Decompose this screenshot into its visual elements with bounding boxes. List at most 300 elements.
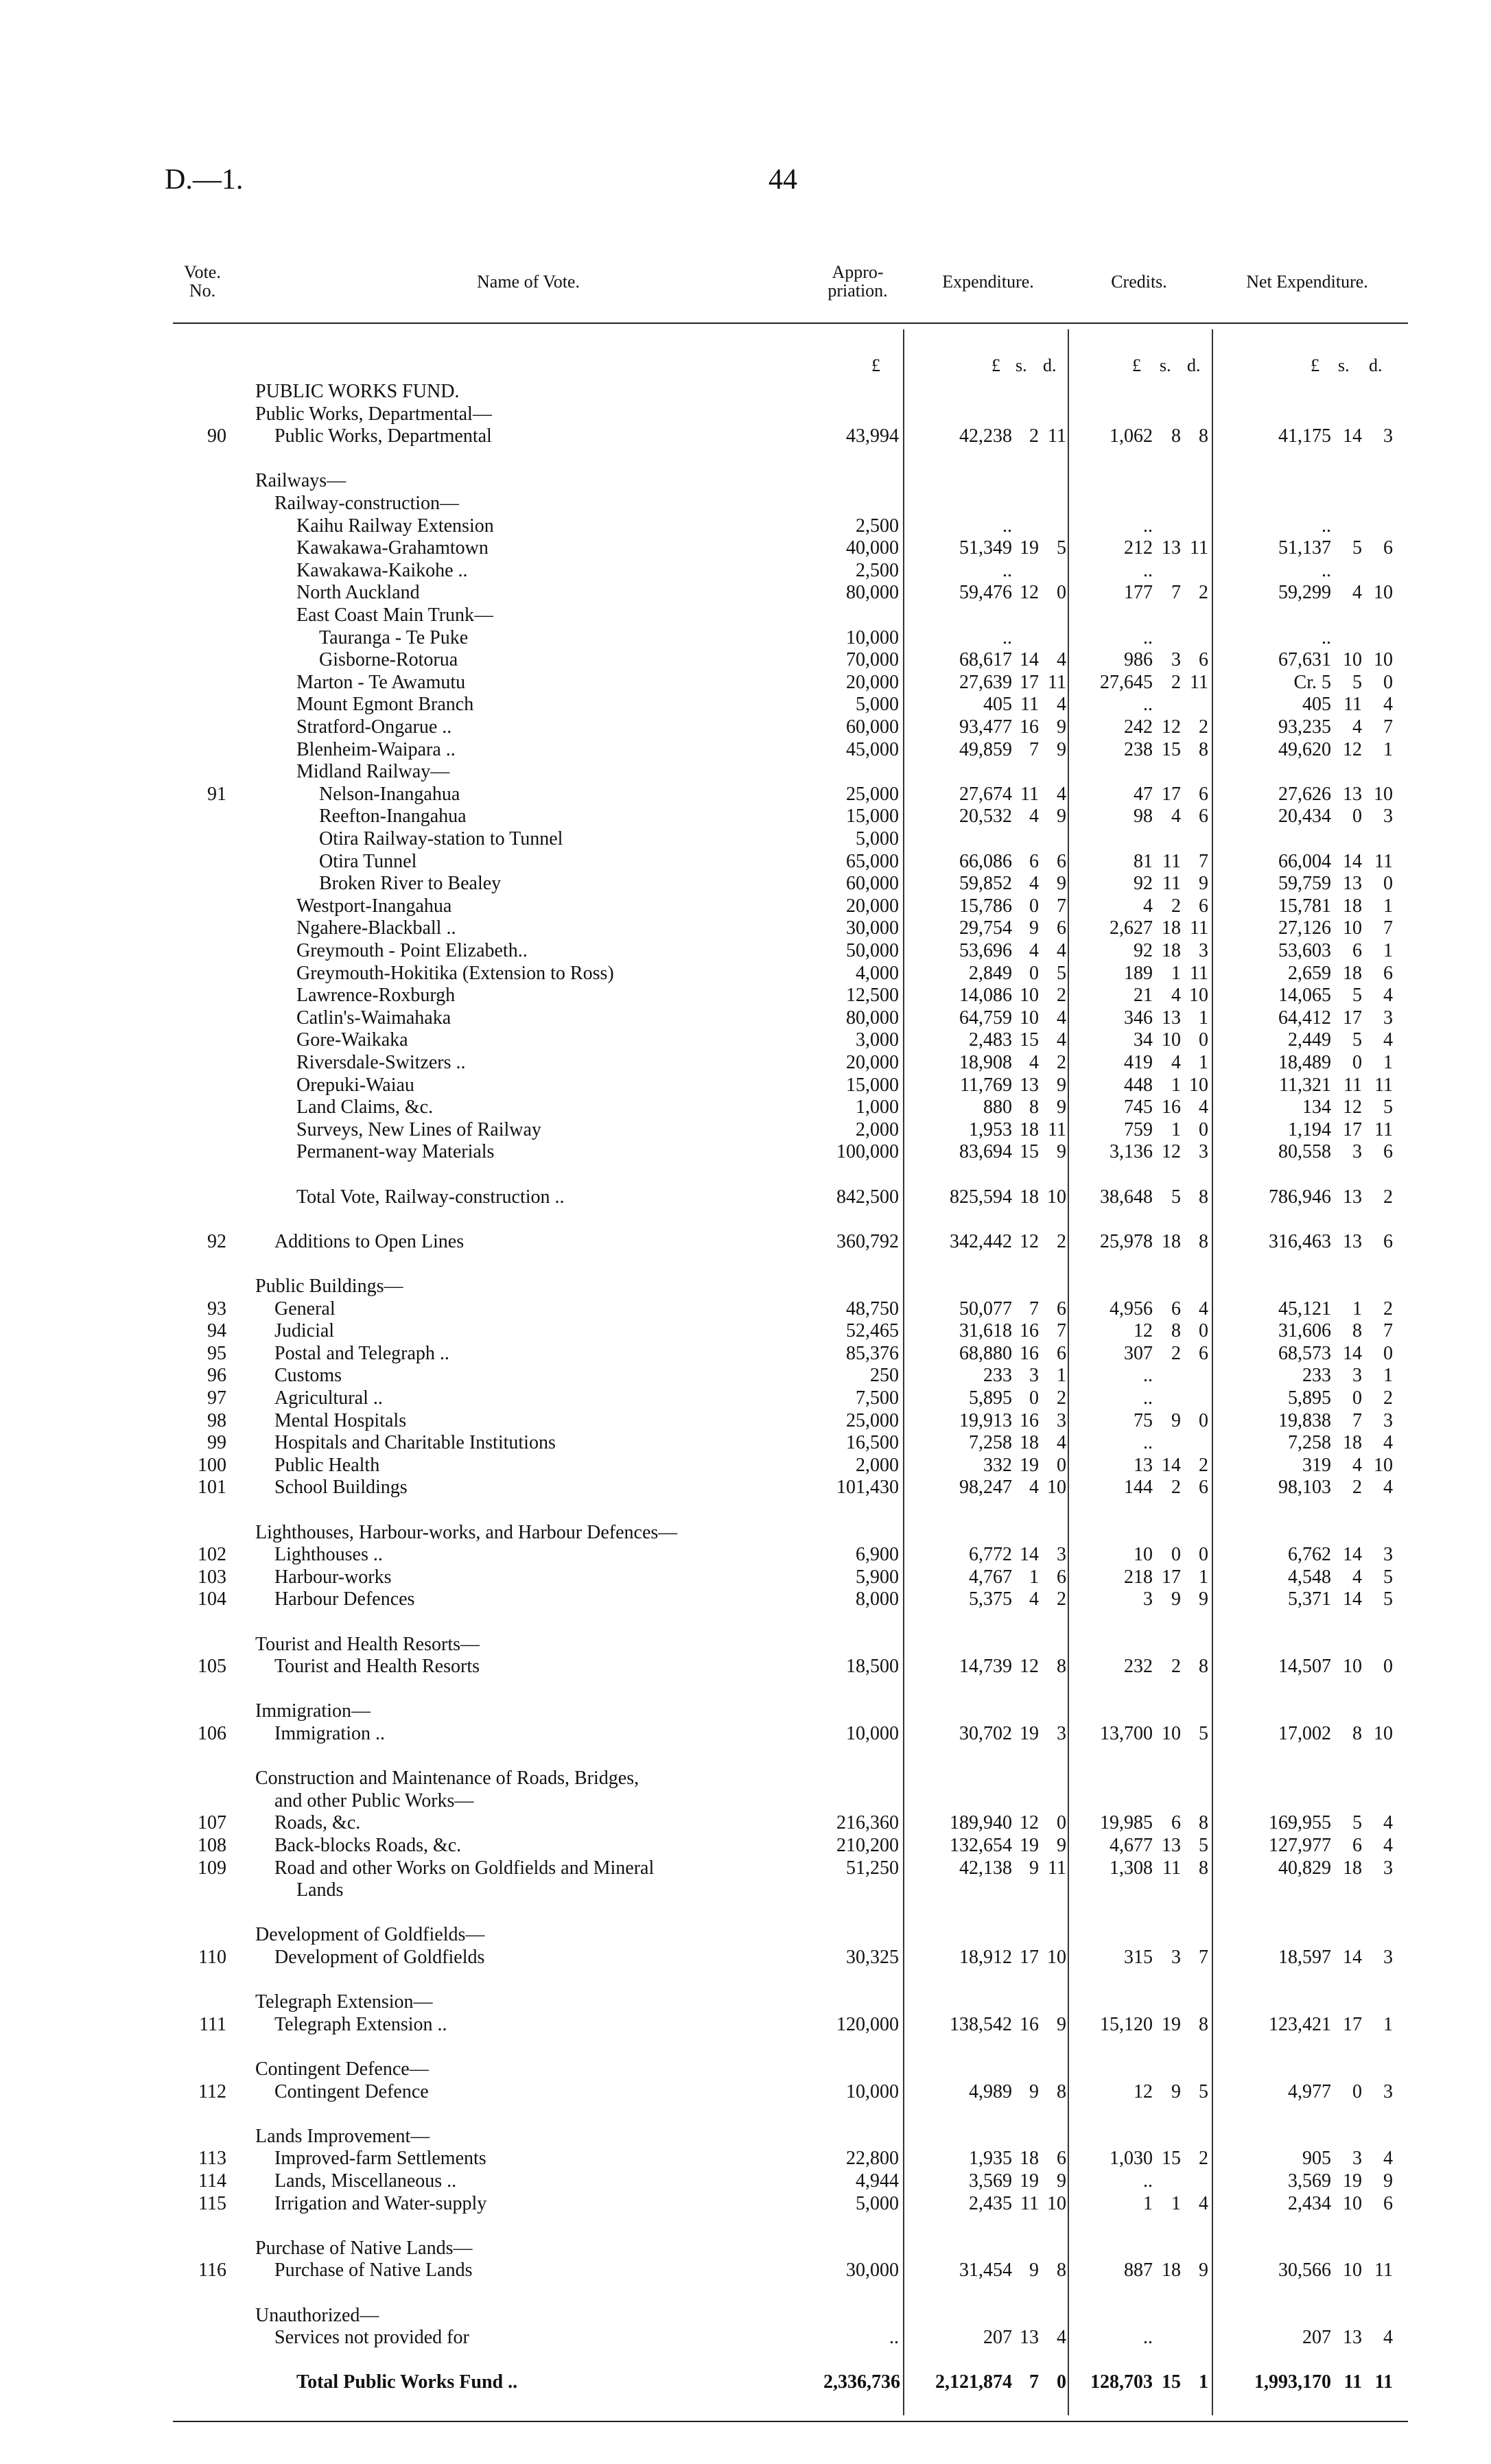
cell-exp-d: 4 [1057, 1432, 1066, 1454]
cell-net: 66,004 [1278, 850, 1331, 872]
cell-cred-s: 15 [1162, 2371, 1181, 2393]
cell-net-d: 2 [1383, 1298, 1393, 1319]
cell-approp: .. [889, 2327, 899, 2349]
cell-net-s: 11 [1343, 694, 1362, 716]
table-row [0, 1387, 1491, 1409]
cell-exp-d: 8 [1057, 2260, 1066, 2281]
cell-exp-s: 17 [1020, 1947, 1039, 1968]
cell-cred-s: 17 [1162, 783, 1181, 805]
cell-cred-d: 6 [1199, 1342, 1208, 1364]
vote-name: Railways— [255, 470, 347, 492]
vote-name: Immigration .. [274, 1723, 385, 1744]
cell-approp: 6,900 [856, 1544, 899, 1566]
vote-name: North Auckland [296, 582, 420, 604]
cell-net-s: 14 [1343, 1544, 1362, 1566]
table-row [0, 2260, 1491, 2281]
cell-cred: 12 [1134, 1320, 1153, 1342]
cell-approp: 65,000 [846, 850, 899, 872]
vote-name: Contingent Defence [274, 2080, 429, 2102]
cell-exp: 42,238 [959, 425, 1012, 447]
cell-exp: 138,542 [950, 2013, 1012, 2035]
cell-net: 123,421 [1269, 2013, 1331, 2035]
cell-net: 127,977 [1269, 1835, 1331, 1856]
cell-cred-s: 2 [1171, 1342, 1181, 1364]
cell-exp-d: 6 [1057, 850, 1066, 872]
cell-exp: 59,852 [959, 873, 1012, 895]
vote-name: Lands Improvement— [255, 2125, 430, 2147]
cell-exp-s: 18 [1020, 2148, 1039, 2170]
cell-cred: 19,985 [1100, 1812, 1153, 1834]
cell-cred-s: 9 [1171, 1588, 1181, 1610]
cell-exp: 7,258 [969, 1432, 1012, 1454]
cell-exp: 207 [983, 2327, 1012, 2349]
cell-exp-s: 16 [1020, 1320, 1039, 1342]
cell-exp: 53,696 [959, 940, 1012, 961]
cell-net-d: 10 [1374, 783, 1393, 805]
cell-approp: 20,000 [846, 895, 899, 917]
cell-net: 51,137 [1278, 537, 1331, 559]
cell-approp: 48,750 [846, 1298, 899, 1319]
cell-net-d: 11 [1374, 850, 1393, 872]
table-row [0, 1477, 1491, 1499]
cell-net-s: 18 [1343, 895, 1362, 917]
cell-approp: 20,000 [846, 1052, 899, 1073]
cell-exp-s: 3 [1029, 1365, 1039, 1387]
cell-net-s: 19 [1343, 2170, 1362, 2192]
cell-cred-d: 11 [1190, 917, 1208, 939]
table-row [0, 1857, 1491, 1879]
cell-approp: 5,000 [856, 694, 899, 716]
cell-exp-d: 10 [1047, 2192, 1066, 2214]
cell-exp-d: 9 [1057, 1835, 1066, 1856]
cell-cred: 3 [1143, 1588, 1153, 1610]
table-row [0, 470, 1491, 492]
vote-name: Public Buildings— [255, 1276, 403, 1297]
table-row [0, 605, 1491, 626]
cell-cred-d: 8 [1199, 1230, 1208, 1252]
cell-cred-d: 0 [1199, 1320, 1208, 1342]
cell-cred-s: 19 [1162, 2013, 1181, 2035]
cell-exp-s: 6 [1029, 850, 1039, 872]
cell-cred-d: 10 [1189, 1074, 1208, 1096]
cell-net-d: 10 [1374, 1454, 1393, 1476]
cell-vote: 111 [199, 2013, 226, 2035]
cell-vote: 104 [198, 1588, 226, 1610]
table-row [0, 1700, 1491, 1722]
cell-vote: 100 [198, 1454, 226, 1476]
cell-cred-s: 1 [1171, 2192, 1181, 2214]
cell-net: 2,449 [1288, 1029, 1331, 1051]
cell-exp: 27,674 [959, 783, 1012, 805]
spacer-row [0, 1678, 1491, 1700]
cell-exp: 14,086 [959, 985, 1012, 1007]
cell-exp-d: 5 [1057, 537, 1066, 559]
vote-name: Mount Egmont Branch [296, 694, 474, 716]
cell-cred-s: 2 [1171, 671, 1181, 693]
cell-approp: 60,000 [846, 873, 899, 895]
cell-exp-s: 7 [1029, 2371, 1039, 2393]
cell-approp: 216,360 [836, 1812, 899, 1834]
cell-cred-d: 6 [1199, 895, 1208, 917]
table-row [0, 1276, 1491, 1298]
cell-cred-s: 11 [1162, 1857, 1181, 1879]
cell-cred-d: 0 [1199, 1029, 1208, 1051]
cell-exp-s: 16 [1020, 2013, 1039, 2035]
cell-exp-d: 8 [1057, 2080, 1066, 2102]
table-row [0, 873, 1491, 895]
cell-exp-s: 19 [1020, 537, 1039, 559]
table-row [0, 761, 1491, 783]
vote-name: Public Health [274, 1454, 380, 1476]
cell-vote: 94 [207, 1320, 226, 1342]
cell-exp-s: 7 [1029, 1298, 1039, 1319]
cell-net-s: 0 [1352, 2080, 1362, 2102]
vote-name: Otira Railway-station to Tunnel [319, 828, 563, 849]
cell-net-d: 6 [1383, 1141, 1393, 1163]
cell-vote: 90 [207, 425, 226, 447]
cell-exp-d: 6 [1057, 1342, 1066, 1364]
vote-name: Customs [274, 1365, 342, 1387]
cell-cred-s: 14 [1162, 1454, 1181, 1476]
cell-net-s: 5 [1352, 1029, 1362, 1051]
table-row [0, 1410, 1491, 1432]
table-row [0, 2371, 1491, 2393]
cell-net-d: 10 [1374, 649, 1393, 671]
cell-cred-s: 11 [1162, 850, 1181, 872]
cell-net: 59,299 [1278, 582, 1331, 604]
cell-exp: 332 [983, 1454, 1012, 1476]
cell-approp: 5,000 [856, 2192, 899, 2214]
cell-net-s: 7 [1352, 1409, 1362, 1431]
spacer-row [0, 2215, 1491, 2237]
cell-exp-d: 7 [1057, 1320, 1066, 1342]
cell-cred-d: 8 [1199, 1186, 1208, 1208]
cell-approp: 51,250 [846, 1857, 899, 1879]
cell-exp-d: 0 [1057, 2371, 1066, 2393]
cell-vote: 107 [198, 1812, 226, 1834]
cell-exp-d: 2 [1057, 985, 1066, 1007]
cell-vote: 92 [207, 1230, 226, 1252]
cell-cred-s: 1 [1171, 962, 1181, 984]
spacer-row [0, 1253, 1491, 1275]
cell-cred-s: 13 [1162, 1835, 1181, 1856]
cell-cred: .. [1143, 626, 1153, 648]
vote-name: Judicial [274, 1320, 335, 1342]
cell-net-s: 0 [1352, 1387, 1362, 1409]
table-row [0, 1588, 1491, 1610]
vote-name: Services not provided for [274, 2327, 469, 2349]
vote-name: Purchase of Native Lands— [255, 2237, 473, 2259]
vote-name: Development of Goldfields [274, 1947, 485, 1968]
cell-cred-s: 12 [1162, 1141, 1181, 1163]
cell-vote: 114 [198, 2170, 226, 2192]
cell-net: 68,573 [1278, 1342, 1331, 1364]
cell-cred-d: 6 [1199, 806, 1208, 828]
cell-exp-d: 10 [1047, 1947, 1066, 1968]
vote-name: Greymouth-Hokitika (Extension to Ross) [296, 962, 614, 984]
cell-cred: 218 [1124, 1566, 1153, 1588]
cell-net-s: 14 [1343, 425, 1362, 447]
cell-approp: 2,000 [856, 1118, 899, 1140]
table-row [0, 1343, 1491, 1365]
vote-name: Kawakawa-Grahamtown [296, 537, 489, 559]
cell-exp: 2,435 [969, 2192, 1012, 2214]
cell-exp: 1,935 [969, 2148, 1012, 2170]
vote-name: Construction and Maintenance of Roads, Bridges, [255, 1768, 639, 1790]
cell-cred: 238 [1124, 738, 1153, 760]
cell-net: 93,235 [1278, 716, 1331, 738]
cell-cred-s: 18 [1162, 940, 1181, 961]
table-row [0, 1924, 1491, 1946]
table-row [0, 403, 1491, 425]
cell-net: 14,507 [1278, 1656, 1331, 1678]
col-name-header: Name of Vote. [477, 272, 580, 292]
cell-net-s: 10 [1343, 2260, 1362, 2281]
cell-net: 1,993,170 [1254, 2371, 1331, 2393]
cell-net-d: 1 [1383, 2013, 1393, 2035]
cell-vote: 96 [207, 1365, 226, 1387]
cell-approp: 25,000 [846, 783, 899, 805]
cell-exp-s: 10 [1020, 985, 1039, 1007]
cell-exp: 2,849 [969, 962, 1012, 984]
vote-name: Contingent Defence— [255, 2058, 429, 2080]
cell-cred-s: 18 [1162, 2260, 1181, 2281]
spacer-row [0, 1208, 1491, 1230]
cell-net: .. [1322, 515, 1331, 537]
cell-net-s: 10 [1343, 2192, 1362, 2214]
cell-cred-s: 10 [1162, 1029, 1181, 1051]
vote-name: Harbour Defences [274, 1588, 415, 1610]
cell-net: 2,434 [1288, 2192, 1331, 2214]
cell-net-d: 7 [1383, 716, 1393, 738]
cell-cred: 38,648 [1100, 1186, 1153, 1208]
cell-exp: 49,859 [959, 738, 1012, 760]
cell-net-s: 5 [1352, 985, 1362, 1007]
cell-exp: 4,989 [969, 2080, 1012, 2102]
cell-approp: 10,000 [846, 626, 899, 648]
cell-cred-s: 17 [1162, 1566, 1181, 1588]
cell-cred-s: 5 [1171, 1186, 1181, 1208]
cell-approp: 4,000 [856, 962, 899, 984]
cell-exp: 880 [983, 1096, 1012, 1118]
cell-net-s: 14 [1343, 1342, 1362, 1364]
cell-net-d: 3 [1383, 1857, 1393, 1879]
vote-name: Blenheim-Waipara .. [296, 738, 456, 760]
cell-cred-d: 6 [1199, 1477, 1208, 1499]
page-number: 44 [768, 164, 797, 196]
cell-approp: 12,500 [846, 985, 899, 1007]
spacer-row [0, 1746, 1491, 1768]
cell-cred: 3,136 [1110, 1141, 1153, 1163]
cell-cred-d: 8 [1199, 1812, 1208, 1834]
cell-exp-s: 2 [1029, 425, 1039, 447]
cell-cred-s: 2 [1171, 895, 1181, 917]
cell-cred: 4 [1143, 895, 1153, 917]
cell-net: 319 [1302, 1454, 1331, 1476]
cell-approp: 2,336,736 [823, 2371, 900, 2393]
cell-exp-s: 4 [1029, 1052, 1039, 1073]
cell-net: 40,829 [1278, 1857, 1331, 1879]
vote-name: School Buildings [274, 1477, 408, 1499]
cell-net-d: 3 [1383, 2080, 1393, 2102]
cell-exp: 405 [983, 694, 1012, 716]
cell-cred: 315 [1124, 1947, 1153, 1968]
cell-net-d: 11 [1374, 2260, 1393, 2281]
cell-net-d: 5 [1383, 1096, 1393, 1118]
cell-net-d: 2 [1383, 1186, 1393, 1208]
cell-exp: 132,654 [950, 1835, 1012, 1856]
cell-cred-s: 9 [1171, 1409, 1181, 1431]
vote-name: Permanent-way Materials [296, 1141, 495, 1163]
table-row [0, 582, 1491, 604]
cell-cred: 1,062 [1110, 425, 1153, 447]
table-row [0, 560, 1491, 582]
cell-net-d: 4 [1383, 694, 1393, 716]
table-row [0, 1096, 1491, 1118]
cell-net: 7,258 [1288, 1432, 1331, 1454]
cell-cred: .. [1143, 1387, 1153, 1409]
cell-net-d: 3 [1383, 425, 1393, 447]
table-row [0, 1947, 1491, 1969]
cell-approp: 60,000 [846, 716, 899, 738]
cell-cred-d: 8 [1199, 2013, 1208, 2035]
cell-cred: 47 [1134, 783, 1153, 805]
cell-approp: 210,200 [836, 1835, 899, 1856]
cell-approp: 250 [870, 1365, 899, 1387]
cell-cred: 27,645 [1100, 671, 1153, 693]
spacer-row [0, 1969, 1491, 1991]
unit-net-d: d. [1369, 355, 1383, 375]
cell-approp: 3,000 [856, 1029, 899, 1051]
cell-exp-s: 14 [1020, 1544, 1039, 1566]
table-row [0, 627, 1491, 649]
table-row [0, 515, 1491, 537]
cell-net-s: 14 [1343, 1588, 1362, 1610]
cell-net: 3,569 [1288, 2170, 1331, 2192]
vote-name: Development of Goldfields— [255, 1924, 485, 1946]
cell-exp: 68,880 [959, 1342, 1012, 1364]
cell-net: 18,597 [1278, 1947, 1331, 1968]
cell-cred-s: 8 [1171, 1320, 1181, 1342]
vote-name: Lighthouses, Harbour-works, and Harbour Defences— [255, 1521, 678, 1543]
cell-cred: 759 [1124, 1118, 1153, 1140]
cell-cred-d: 5 [1199, 2080, 1208, 2102]
cell-exp-d: 9 [1057, 1096, 1066, 1118]
cell-cred: 92 [1134, 873, 1153, 895]
cell-vote: 108 [198, 1835, 226, 1856]
cell-cred: 13,700 [1100, 1723, 1153, 1744]
cell-exp-s: 9 [1029, 917, 1039, 939]
cell-cred-d: 8 [1199, 738, 1208, 760]
cell-exp-s: 18 [1020, 1432, 1039, 1454]
cell-exp-d: 7 [1057, 895, 1066, 917]
cell-net: 2,659 [1288, 962, 1331, 984]
cell-vote: 110 [198, 1947, 226, 1968]
cell-net-s: 0 [1352, 806, 1362, 828]
vote-name: Reefton-Inangahua [319, 806, 467, 828]
cell-cred: .. [1143, 1365, 1153, 1387]
cell-cred: 92 [1134, 940, 1153, 961]
cell-cred-s: 4 [1171, 985, 1181, 1007]
cell-approp: 2,000 [856, 1454, 899, 1476]
cell-cred-d: 1 [1199, 1052, 1208, 1073]
cell-cred-s: 18 [1162, 917, 1181, 939]
vote-name: Telegraph Extension .. [274, 2013, 447, 2035]
vote-name: Telegraph Extension— [255, 1991, 433, 2013]
cell-exp-s: 11 [1020, 2192, 1039, 2214]
table-row [0, 1141, 1491, 1163]
cell-exp: 6,772 [969, 1544, 1012, 1566]
cell-cred: 419 [1124, 1052, 1153, 1073]
cell-net-s: 18 [1343, 962, 1362, 984]
cell-exp-d: 10 [1047, 1186, 1066, 1208]
cell-net: 45,121 [1278, 1298, 1331, 1319]
unit-net-s: s. [1338, 355, 1350, 375]
cell-cred-s: 12 [1162, 716, 1181, 738]
cell-exp-d: 11 [1048, 425, 1066, 447]
table-row [0, 1835, 1491, 1857]
cell-approp: 43,994 [846, 425, 899, 447]
cell-exp-s: 16 [1020, 716, 1039, 738]
vote-name: Agricultural .. [274, 1387, 383, 1409]
table-row [0, 1544, 1491, 1566]
cell-approp: 16,500 [846, 1432, 899, 1454]
cell-net-d: 4 [1383, 2148, 1393, 2170]
cell-approp: 30,325 [846, 1947, 899, 1968]
cell-exp: 98,247 [959, 1477, 1012, 1499]
cell-net: 316,463 [1269, 1230, 1331, 1252]
cell-exp: 83,694 [959, 1141, 1012, 1163]
cell-cred-s: 1 [1171, 1074, 1181, 1096]
vote-name: Public Works, Departmental [274, 425, 492, 447]
cell-approp: 30,000 [846, 2260, 899, 2281]
cell-net: 20,434 [1278, 806, 1331, 828]
table-row [0, 1075, 1491, 1096]
cell-approp: 30,000 [846, 917, 899, 939]
cell-net-s: 4 [1352, 1454, 1362, 1476]
cell-exp: 3,569 [969, 2170, 1012, 2192]
cell-cred: 21 [1134, 985, 1153, 1007]
vote-name: Immigration— [255, 1700, 371, 1722]
cell-cred-s: 18 [1162, 1230, 1181, 1252]
cell-cred: 144 [1124, 1477, 1153, 1499]
header-rule [173, 322, 1408, 324]
cell-cred-d: 6 [1199, 783, 1208, 805]
cell-exp-s: 10 [1020, 1007, 1039, 1029]
cell-net-d: 11 [1374, 1118, 1393, 1140]
vote-name: Surveys, New Lines of Railway [296, 1118, 541, 1140]
cell-net: 80,558 [1278, 1141, 1331, 1163]
cell-exp-d: 3 [1057, 1723, 1066, 1744]
cell-exp-d: 6 [1057, 2148, 1066, 2170]
cell-exp-d: 9 [1057, 738, 1066, 760]
cell-cred: 212 [1124, 537, 1153, 559]
spacer-row [0, 2036, 1491, 2058]
cell-cred-d: 4 [1199, 2192, 1208, 2214]
cell-net: 11,321 [1279, 1074, 1331, 1096]
cell-net-s: 10 [1343, 917, 1362, 939]
cell-net-s: 13 [1343, 2327, 1362, 2349]
table-row [0, 672, 1491, 694]
vote-name: Unauthorized— [255, 2304, 379, 2326]
spacer-row [0, 2349, 1491, 2371]
cell-net-s: 5 [1352, 671, 1362, 693]
col-rule-approp [903, 329, 904, 2415]
cell-cred-d: 4 [1199, 1096, 1208, 1118]
cell-net-d: 0 [1383, 671, 1393, 693]
cell-cred: 81 [1134, 850, 1153, 872]
table-row [0, 2014, 1491, 2036]
